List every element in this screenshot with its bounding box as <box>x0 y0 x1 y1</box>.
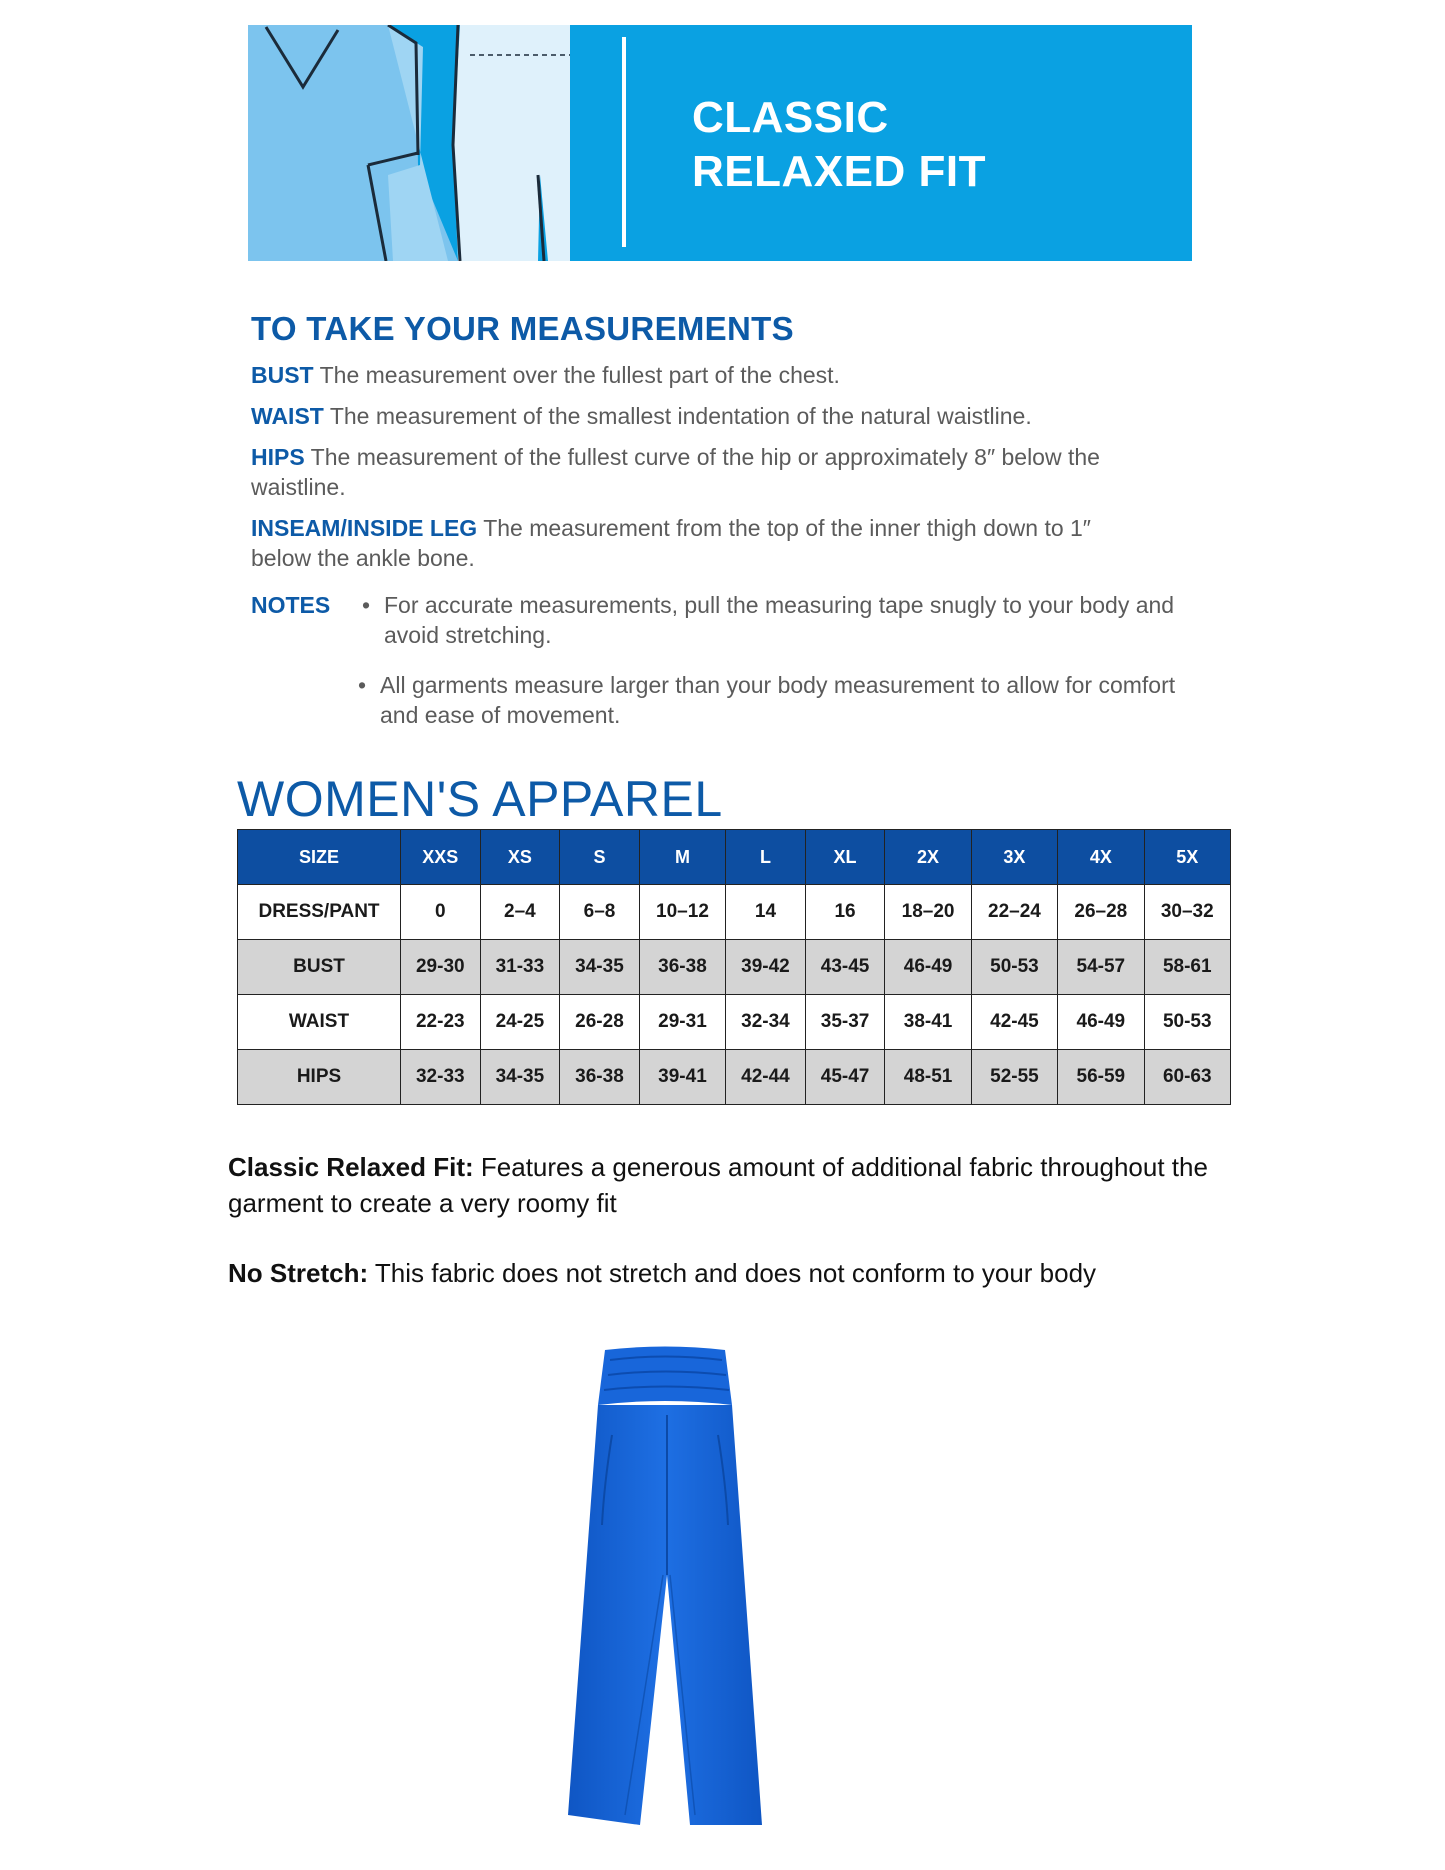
fit-banner <box>248 25 1192 261</box>
table-cell: 26–28 <box>1058 885 1144 940</box>
note-item <box>358 670 1180 730</box>
measurement-term: BUST <box>251 362 314 388</box>
header-cell: 4X <box>1058 830 1144 885</box>
bullet-icon: • <box>362 592 371 618</box>
table-cell: 58-61 <box>1144 940 1230 995</box>
header-cell: XS <box>480 830 560 885</box>
table-cell: 39-41 <box>639 1050 725 1105</box>
table-cell: 10–12 <box>639 885 725 940</box>
apparel-title: WOMEN'S APPAREL <box>237 771 723 827</box>
row-label: HIPS <box>238 1050 401 1105</box>
measurement-item-hips <box>251 442 1131 502</box>
stretch-term: No Stretch: <box>228 1258 369 1288</box>
table-cell: 54-57 <box>1058 940 1144 995</box>
measurement-item-inseam <box>251 513 1131 573</box>
table-cell: 29-30 <box>401 940 481 995</box>
relaxed-fit-description <box>228 1149 1228 1221</box>
header-cell: 5X <box>1144 830 1230 885</box>
table-cell: 18–20 <box>885 885 971 940</box>
table-cell: 46-49 <box>885 940 971 995</box>
table-cell: 22–24 <box>971 885 1057 940</box>
table-cell: 60-63 <box>1144 1050 1230 1105</box>
table-cell: 52-55 <box>971 1050 1057 1105</box>
stretch-description <box>228 1255 1228 1291</box>
header-cell: L <box>726 830 806 885</box>
table-cell: 39-42 <box>726 940 806 995</box>
header-cell: XL <box>805 830 885 885</box>
table-cell: 0 <box>401 885 481 940</box>
table-cell: 48-51 <box>885 1050 971 1105</box>
header-cell: SIZE <box>238 830 401 885</box>
measurement-item-waist <box>251 401 1211 431</box>
table-cell: 16 <box>805 885 885 940</box>
banner-divider <box>622 37 626 247</box>
table-cell: 26-28 <box>560 995 640 1050</box>
measurement-term: HIPS <box>251 444 305 470</box>
row-label: DRESS/PANT <box>238 885 401 940</box>
table-cell: 50-53 <box>1144 995 1230 1050</box>
header-cell: 2X <box>885 830 971 885</box>
table-cell: 32-34 <box>726 995 806 1050</box>
table-cell: 34-35 <box>480 1050 560 1105</box>
fit-description <box>228 1149 1228 1325</box>
table-cell: 30–32 <box>1144 885 1230 940</box>
banner-title <box>692 91 986 199</box>
table-row <box>238 885 1231 940</box>
table-cell: 34-35 <box>560 940 640 995</box>
measurement-term: WAIST <box>251 403 324 429</box>
table-cell: 14 <box>726 885 806 940</box>
header-cell: M <box>639 830 725 885</box>
table-header-row <box>238 830 1231 885</box>
note-text: All garments measure larger than your body measurement to allow for comfort and ease of movement. <box>380 672 1176 728</box>
table-row <box>238 1050 1231 1105</box>
header-cell: 3X <box>971 830 1057 885</box>
header-cell: S <box>560 830 640 885</box>
measurement-item-bust <box>251 360 1211 390</box>
bullet-icon: • <box>358 672 367 698</box>
table-cell: 46-49 <box>1058 995 1144 1050</box>
row-label: WAIST <box>238 995 401 1050</box>
row-label: BUST <box>238 940 401 995</box>
header-cell: XXS <box>401 830 481 885</box>
table-row <box>238 940 1231 995</box>
table-cell: 24-25 <box>480 995 560 1050</box>
table-cell: 35-37 <box>805 995 885 1050</box>
measurement-text: The measurement of the fullest curve of the hip or approximately 8″ below the waistline. <box>251 444 1100 500</box>
scrub-top-and-pants-illustration-icon <box>248 25 570 261</box>
measurement-instructions <box>251 310 1211 584</box>
table-cell: 2–4 <box>480 885 560 940</box>
table-cell: 32-33 <box>401 1050 481 1105</box>
banner-title-line1: CLASSIC <box>692 93 889 142</box>
table-cell: 38-41 <box>885 995 971 1050</box>
table-cell: 29-31 <box>639 995 725 1050</box>
table-cell: 22-23 <box>401 995 481 1050</box>
measurement-text: The measurement from the top of the inner thigh down to 1″ below the ankle bone. <box>251 515 1091 571</box>
table-cell: 6–8 <box>560 885 640 940</box>
table-cell: 56-59 <box>1058 1050 1144 1105</box>
relaxed-fit-term: Classic Relaxed Fit: <box>228 1152 474 1182</box>
measurement-text: The measurement of the smallest indentation of the natural waistline. <box>329 403 1032 429</box>
measurements-heading: TO TAKE YOUR MEASUREMENTS <box>251 310 794 347</box>
table-cell: 42-44 <box>726 1050 806 1105</box>
table-cell: 42-45 <box>971 995 1057 1050</box>
table-cell: 50-53 <box>971 940 1057 995</box>
table-cell: 45-47 <box>805 1050 885 1105</box>
notes-term: NOTES <box>251 592 331 618</box>
table-cell: 36-38 <box>639 940 725 995</box>
banner-title-line2: RELAXED FIT <box>692 147 986 196</box>
measurement-term: INSEAM/INSIDE LEG <box>251 515 478 541</box>
size-chart-table <box>237 829 1231 1105</box>
table-row <box>238 995 1231 1050</box>
table-cell: 43-45 <box>805 940 885 995</box>
stretch-text: This fabric does not stretch and does not conform to your body <box>374 1258 1097 1288</box>
note-text: For accurate measurements, pull the measuring tape snugly to your body and avoid stretching. <box>384 592 1175 648</box>
table-cell: 31-33 <box>480 940 560 995</box>
measurement-text: The measurement over the fullest part of the chest. <box>319 362 840 388</box>
relaxed-fit-text: Features a generous amount of additional fabric throughout the garment to create a very roomy fit <box>228 1152 1208 1218</box>
note-item <box>362 590 1214 650</box>
scrub-pants-image <box>500 1345 830 1835</box>
table-cell: 36-38 <box>560 1050 640 1105</box>
